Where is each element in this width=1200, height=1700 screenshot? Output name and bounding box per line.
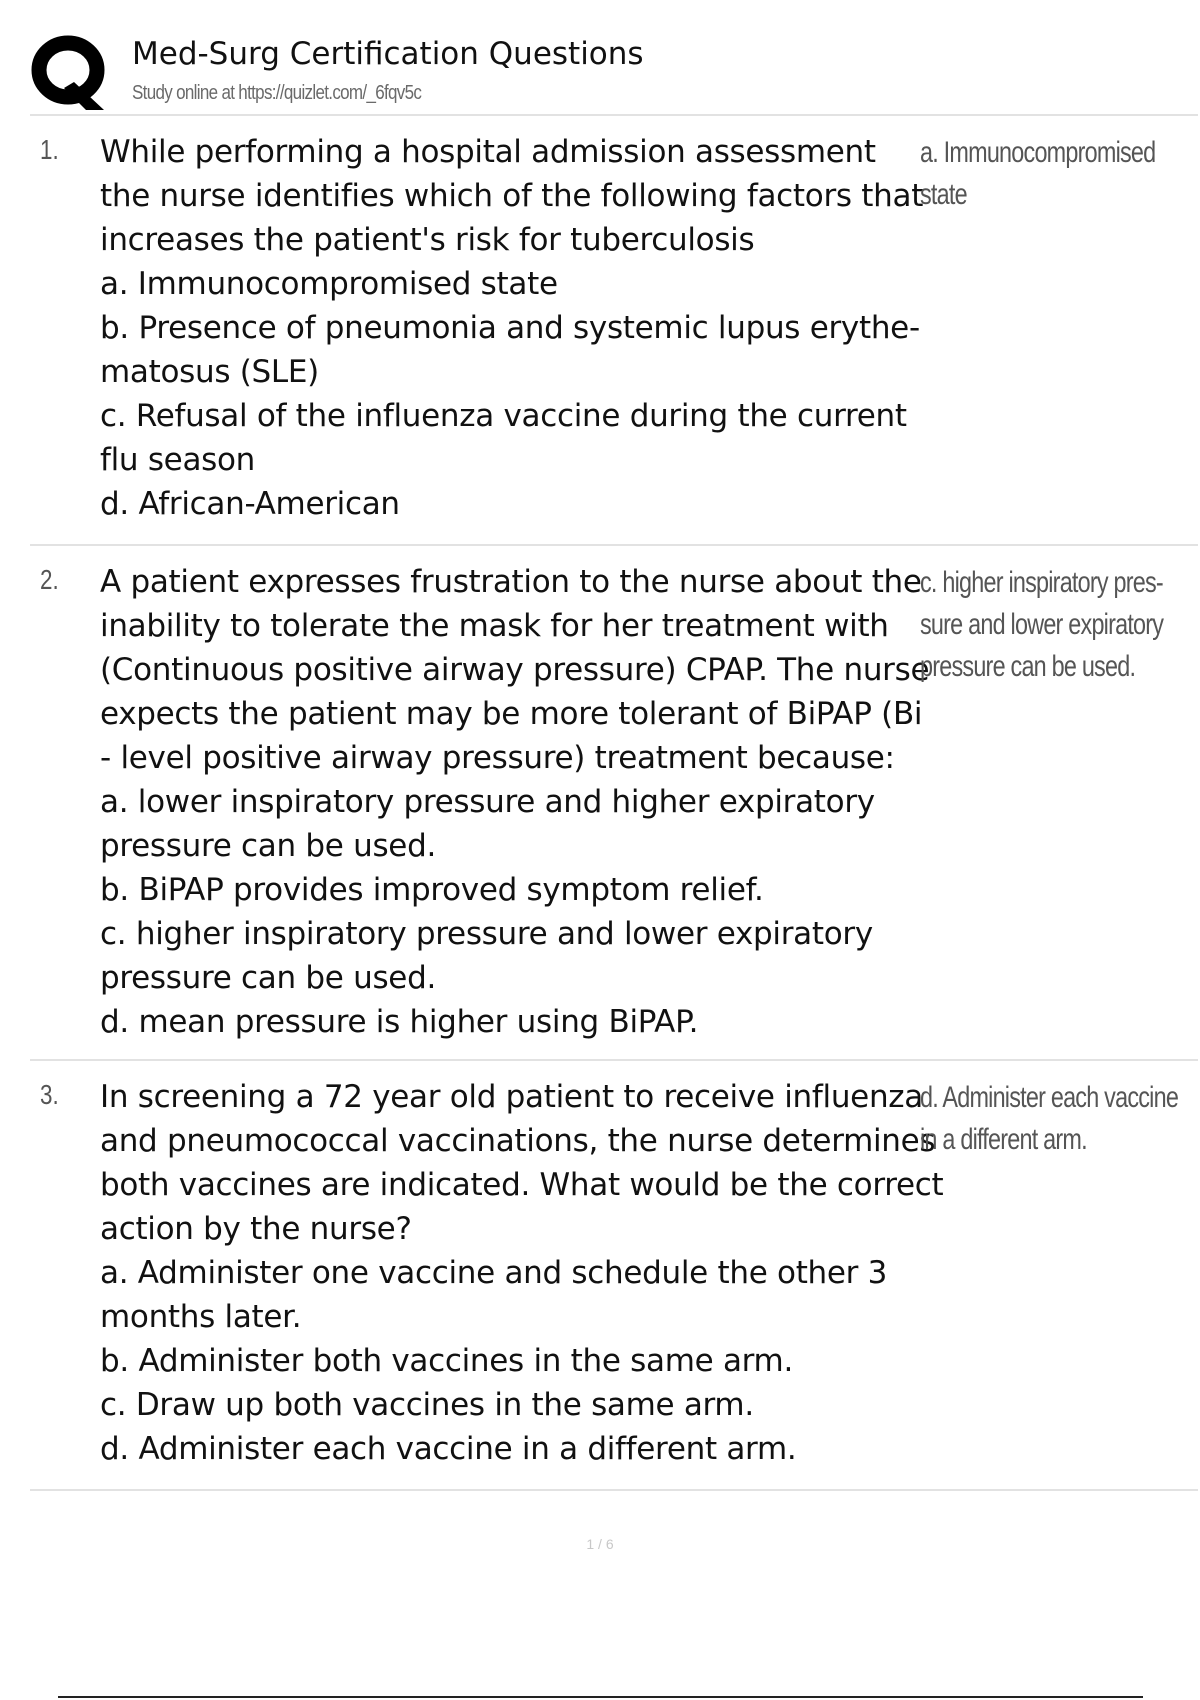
option-line: flu season (100, 442, 256, 478)
answer-line: in a different arm. (920, 1123, 1087, 1156)
question-line: expects the patient may be more tolerant of BiPAP (Bi (100, 696, 923, 732)
question-text (100, 1075, 945, 1471)
answer-line: d. Administer each vaccine (920, 1081, 1179, 1114)
answer-line: sure and lower expiratory (920, 608, 1164, 641)
answer-text (920, 132, 1200, 216)
question-line: the nurse identifies which of the following factors that (100, 178, 924, 214)
option-line: pressure can be used. (100, 828, 437, 864)
answer-line: pressure can be used. (920, 650, 1136, 683)
question-number: 2. (40, 564, 59, 595)
option-line: c. Draw up both vaccines in the same arm. (100, 1387, 754, 1423)
option-line: c. higher inspiratory pressure and lower expiratory (100, 916, 873, 952)
option-line: matosus (SLE) (100, 354, 319, 390)
option-line: c. Refusal of the influenza vaccine during the current (100, 398, 907, 434)
question-card (30, 126, 1198, 546)
question-line: both vaccines are indicated. What would be the correct (100, 1167, 944, 1203)
option-line: pressure can be used. (100, 960, 437, 996)
quizlet-q-logo-icon (30, 32, 110, 112)
question-line: (Continuous positive airway pressure) CPAP. The nurse (100, 652, 930, 688)
bottom-divider (58, 1696, 1143, 1698)
option-line: d. African-American (100, 486, 400, 522)
question-text (100, 560, 945, 1044)
answer-text (920, 1077, 1200, 1161)
option-line: a. Immunocompromised state (100, 266, 558, 302)
question-line: inability to tolerate the mask for her treatment with (100, 608, 889, 644)
study-online-link[interactable]: Study online at https://quizlet.com/_6fqv5c (132, 82, 422, 104)
option-line: b. Presence of pneumonia and systemic lupus erythe- (100, 310, 920, 346)
question-line: action by the nurse? (100, 1211, 412, 1247)
option-line: months later. (100, 1299, 302, 1335)
answer-line: state (920, 178, 967, 211)
question-line: In screening a 72 year old patient to receive influenza (100, 1079, 923, 1115)
option-line: d. Administer each vaccine in a different arm. (100, 1431, 797, 1467)
question-line: - level positive airway pressure) treatment because: (100, 740, 895, 776)
option-line: b. Administer both vaccines in the same arm. (100, 1343, 794, 1379)
option-line: b. BiPAP provides improved symptom relief. (100, 872, 764, 908)
question-card (30, 1071, 1198, 1491)
answer-line: c. higher inspiratory pres- (920, 566, 1163, 599)
question-line: While performing a hospital admission assessment (100, 134, 876, 170)
question-line: and pneumococcal vaccinations, the nurse determines (100, 1123, 936, 1159)
option-line: a. lower inspiratory pressure and higher expiratory (100, 784, 875, 820)
option-line: a. Administer one vaccine and schedule the other 3 (100, 1255, 888, 1291)
page-header (30, 28, 1198, 116)
question-number: 1. (40, 134, 59, 165)
answer-line: a. Immunocompromised (920, 136, 1156, 169)
page-number: 1 / 6 (586, 1536, 614, 1552)
option-line: d. mean pressure is higher using BiPAP. (100, 1004, 699, 1040)
page-title: Med-Surg Certification Questions (132, 36, 644, 72)
answer-text (920, 562, 1200, 688)
question-card (30, 556, 1198, 1061)
question-line: increases the patient's risk for tuberculosis (100, 222, 755, 258)
question-number: 3. (40, 1079, 59, 1110)
question-line: A patient expresses frustration to the nurse about the (100, 564, 922, 600)
question-text (100, 130, 945, 526)
